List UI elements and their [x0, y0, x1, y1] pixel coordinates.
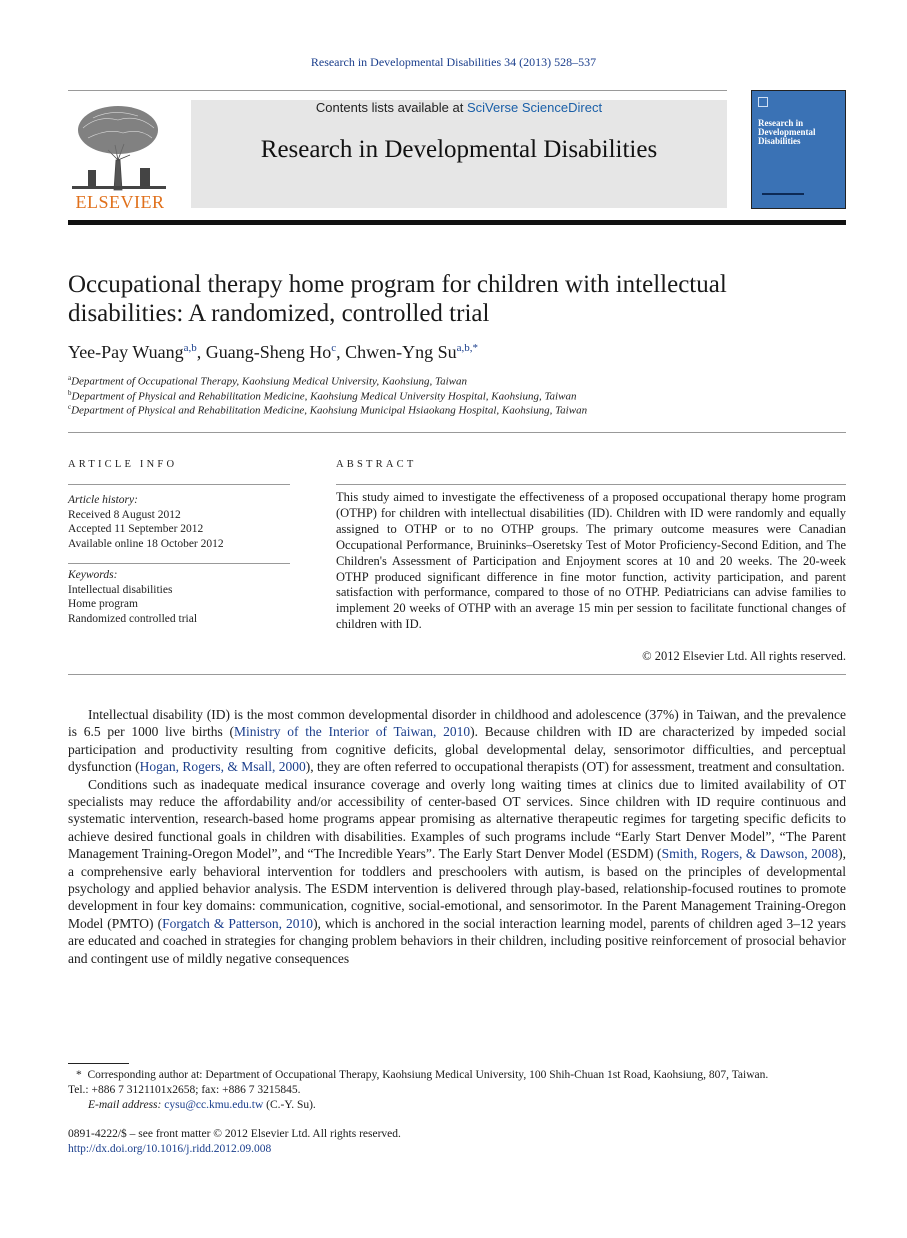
- author-name[interactable]: Guang-Sheng Ho: [205, 342, 332, 362]
- sciencedirect-link[interactable]: SciVerse ScienceDirect: [466, 100, 603, 115]
- author-affil-mark[interactable]: c: [331, 342, 337, 354]
- history-label: Article history:: [68, 494, 138, 506]
- article-info-rule: [68, 484, 290, 485]
- journal-citation[interactable]: Research in Developmental Disabilities 34 (2013) 528–537: [310, 55, 597, 69]
- article-title: Occupational therapy home program for children with intellectual disabilities: A randomized, controlled trial: [68, 271, 727, 327]
- keyword: Home program: [68, 598, 138, 610]
- issn-line: 0891-4222/$ – see front matter © 2012 Elsevier Ltd. All rights reserved.: [68, 1128, 401, 1140]
- section-rule: [68, 432, 846, 433]
- article-info-heading: ARTICLE INFO: [68, 459, 178, 470]
- contact-numbers: Tel.: +886 7 3121101x2658; fax: +886 7 3215845.: [68, 1084, 301, 1096]
- author-name[interactable]: Yee-Pay Wuang: [68, 342, 184, 362]
- citation-link[interactable]: Ministry of the Interior of Taiwan, 2010: [234, 724, 471, 740]
- article-history: [68, 493, 298, 551]
- email-owner: (C.-Y. Su).: [266, 1099, 316, 1111]
- abstract-heading: ABSTRACT: [336, 459, 417, 470]
- affiliation-mark: b: [68, 389, 72, 397]
- doi-link[interactable]: http://dx.doi.org/10.1016/j.ridd.2012.09.008: [68, 1143, 272, 1155]
- citation-link[interactable]: Smith, Rogers, & Dawson, 2008: [661, 846, 839, 862]
- body-paragraph: [68, 706, 846, 776]
- body-text-run: ), a comprehensive early behavioral intervention for toddlers and preschoolers with autism, is based on the principles of developmental psychology and applied behavior analysis. The ESDM intervention is delivered through play-based, relationship-focused routines to promote development in four key domains: communication, cognitive, social-emotional, and sensorimotor. In the Parent Management Training-Oregon Model (PMTO) (: [68, 846, 846, 931]
- email-line: [68, 1098, 846, 1113]
- keywords-label: Keywords:: [68, 569, 118, 581]
- elsevier-wordmark: ELSEVIER: [75, 192, 165, 212]
- body-text-run: ), which is anchored in the social interaction learning model, parents of children aged 3–12 years are educated and coached in strategies for changing problem behaviors in their children, including positive reinforcement of prosocial behavior and contingent use of mildly negative consequences: [68, 915, 846, 966]
- affiliation-mark: c: [68, 403, 72, 411]
- journal-cover-thumbnail[interactable]: [751, 90, 846, 209]
- affiliation-text: Department of Physical and Rehabilitation Medicine, Kaohsiung Medical University Hospital, Kaohsiung, Taiwan: [71, 390, 577, 403]
- contents-line: [191, 100, 727, 115]
- affiliation: [68, 374, 467, 388]
- footnote-rule: [68, 1063, 129, 1064]
- affiliation-text: Department of Physical and Rehabilitation Medicine, Kaohsiung Municipal Hsiaokang Hospital, Kaohsiung, Taiwan: [71, 404, 588, 417]
- citation-link[interactable]: Forgatch & Patterson, 2010: [162, 915, 314, 931]
- affiliation: [68, 403, 587, 417]
- body-text-run: ), they are often referred to occupational therapists (OT) for assessment, treatment and consultation.: [305, 759, 845, 775]
- footnote-line: [68, 1068, 846, 1083]
- abstract-text: This study aimed to investigate the effectiveness of a proposed occupational therapy home program (OTHP) for children with intellectual disabilities (ID). Children with ID were randomly and equally assigned to OTHP or to no OTHP groups. The primary outcome measures were Canadian Occupational Performance, Bruininks–Oseretsky Test of Motor Proficiency-Second Edition, and The Children's Assessment of Participation and Enjoyment scores at 10 and 20 weeks. The 20-week OTHP produced significant difference in fine motor function, activity participation, and parent satisfaction with performance, compared to those of no OTHP. Pediatricians can advise families to implement 20 weeks of OTHP with an average 15 min per session to facilitate functional changes of children with ID.: [336, 490, 846, 632]
- body-paragraph: [68, 776, 846, 967]
- main-body: [68, 706, 846, 967]
- keyword: Randomized controlled trial: [68, 612, 198, 625]
- cover-mark-icon: [758, 97, 768, 107]
- abstract-bottom-rule: [68, 674, 846, 675]
- keyword: Intellectual disabilities: [68, 583, 173, 596]
- author-affil-mark[interactable]: a,b: [183, 342, 197, 354]
- author-affil-mark[interactable]: a,b,*: [456, 342, 479, 354]
- body-text-run: ). Because children with ID are characterized by impeded social participation and productivity resulting from cognitive deficits, global developmental delay, sensorimotor difficulties, and perceptual dysfunction (: [68, 724, 846, 775]
- citation-link[interactable]: Hogan, Rogers, & Msall, 2000: [139, 759, 306, 775]
- accepted-date: Accepted 11 September 2012: [68, 523, 204, 535]
- cover-rule: [762, 193, 804, 195]
- footnote-star: *: [76, 1069, 82, 1081]
- issn-block: [68, 1127, 401, 1157]
- email-link[interactable]: cysu@cc.kmu.edu.tw: [164, 1099, 264, 1111]
- keywords-block: [68, 568, 298, 626]
- header-rule: [68, 90, 727, 91]
- affiliation: [68, 389, 576, 403]
- received-date: Received 8 August 2012: [68, 508, 181, 521]
- body-text-run: Conditions such as inadequate medical insurance coverage and overly long waiting times at clinics due to limited availability of OT specialists may reduce the affordability and/or accessibility of center-based OT services. Since children with ID require continuous and systematic intervention, research-based home programs appear promising as alternative therapeutic regimes for targeting specific deficits to achieve desired functional goals in children with disabilities. Examples of such programs include “Early Start Denver Model”, “The Parent Management Training-Oregon Model”, and “The Incredible Years”. The Early Start Denver Model (ESDM) (: [68, 776, 846, 862]
- keywords-rule: [68, 563, 290, 564]
- author-list: Yee-Pay Wuang$^{a,b}$, Guang-Sheng Ho$^c$, Chwen-Yng $Su^{a,b,*}$: [68, 342, 479, 362]
- email-label: E-mail address:: [88, 1099, 162, 1111]
- body-text-run: Intellectual disability (ID) is the most common developmental disorder in childhood and adolescence (37%) in Taiwan, and the prevalence is 6.5 per 1000 live births (: [68, 707, 846, 740]
- online-date: Available online 18 October 2012: [68, 537, 224, 550]
- abstract-copyright: © 2012 Elsevier Ltd. All rights reserved.: [642, 649, 846, 663]
- contents-prefix: Contents lists available at: [315, 100, 467, 115]
- affiliation-text: Department of Occupational Therapy, Kaohsiung Medical University, Kaohsiung, Taiwan: [71, 375, 467, 388]
- author-name[interactable]: Chwen-Yng Su: [345, 342, 457, 362]
- header-thick-rule: [68, 220, 846, 225]
- corresponding-address: Corresponding author at: Department of Occupational Therapy, Kaohsiung Medical University, 100 Shih-Chuan 1st Road, Kaohsiung, 807, Taiwan.: [87, 1069, 769, 1081]
- cover-title: Research in Developmental Disabilities: [758, 118, 816, 146]
- corresponding-author-footnote: [68, 1068, 846, 1113]
- abstract-rule: [336, 484, 846, 485]
- journal-name: Research in Developmental Disabilities: [260, 136, 658, 163]
- affiliation-mark: a: [68, 374, 72, 382]
